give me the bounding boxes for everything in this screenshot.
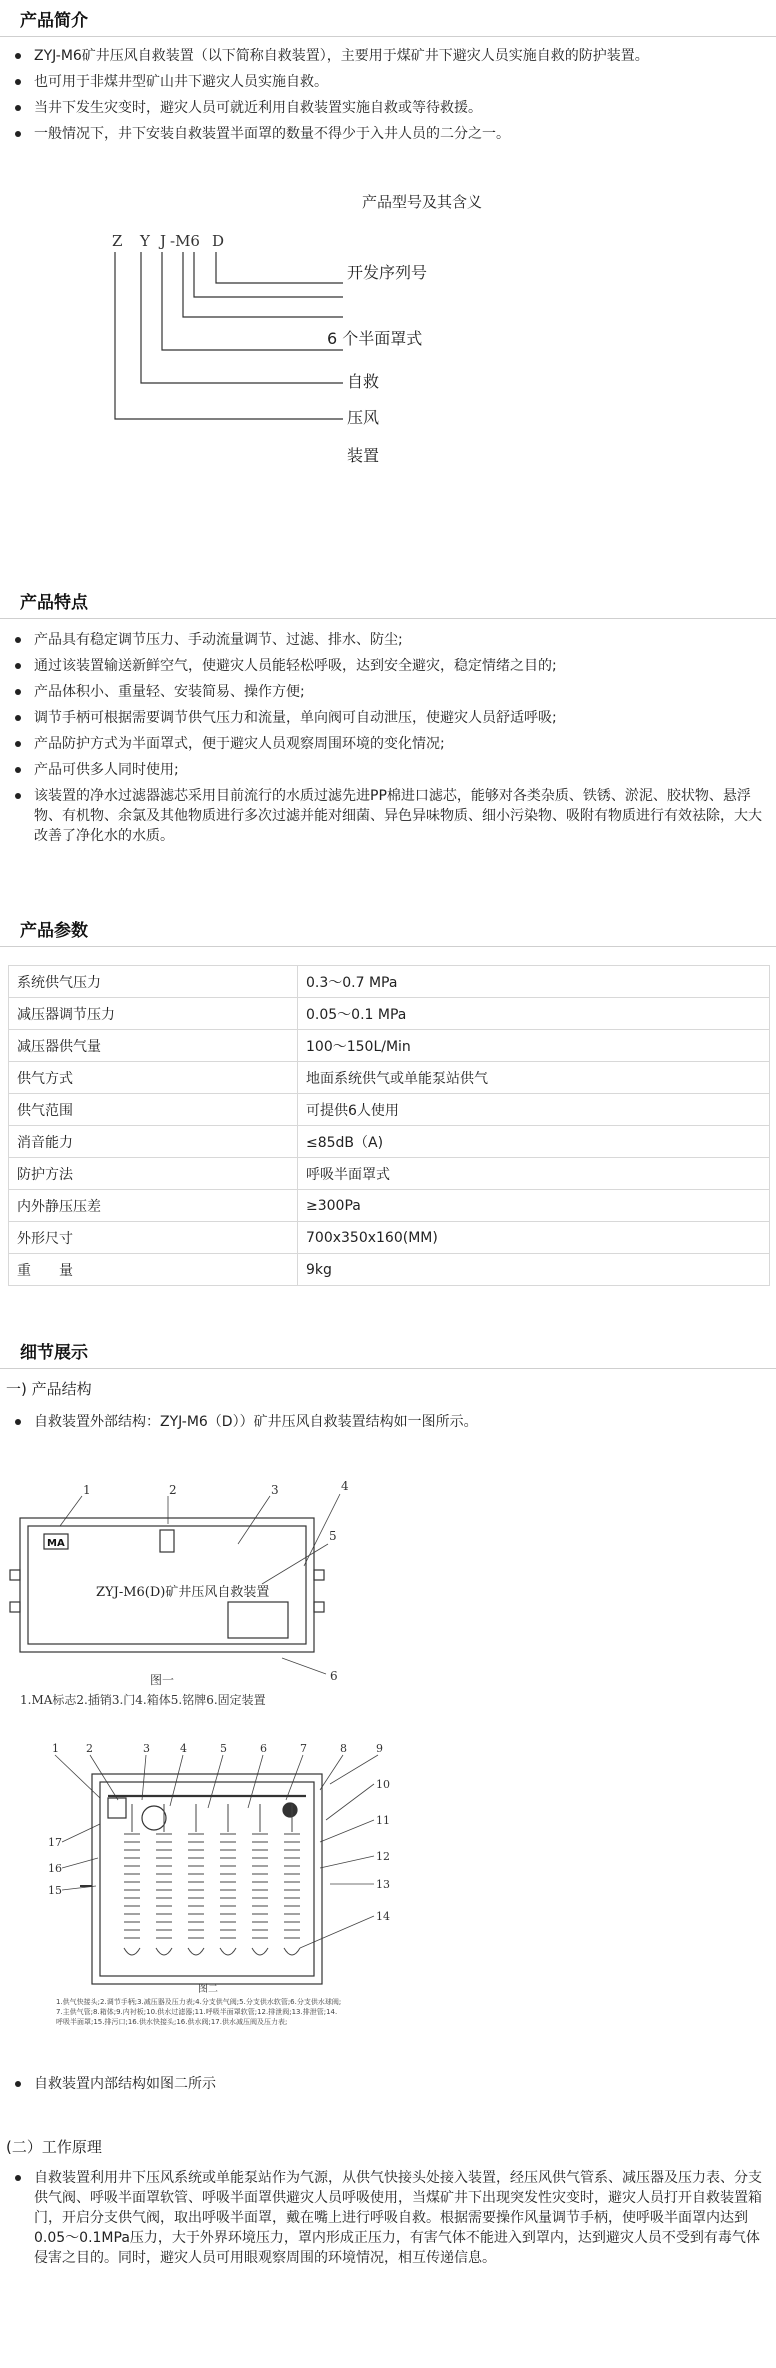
connector-line-m6-b: [183, 252, 343, 317]
fig2-caption-line: 1.供气快接头;2.调节手柄;3.减压器及压力表;4.分支供气阀;5.分支供水软管;6.分支供水球阀;: [56, 1998, 342, 2006]
table-row: [9, 966, 770, 998]
fig1-box-title: ZYJ-M6(D)矿井压风自救装置: [96, 1585, 270, 1600]
fig2-number-17: 17: [48, 1836, 62, 1849]
fig2-number-8: 8: [340, 1742, 347, 1755]
fig1-number-4: 4: [341, 1479, 349, 1493]
connector-line-z: [115, 252, 343, 419]
fig2-number-14: 14: [376, 1910, 390, 1923]
fig2-masks: [124, 1804, 300, 1955]
param-value: 可提供6人使用: [298, 1094, 770, 1126]
param-key: 减压器调节压力: [9, 998, 298, 1030]
fig2-leader-line: [320, 1755, 343, 1790]
fig2-leader-line: [142, 1755, 146, 1800]
table-row: [9, 1158, 770, 1190]
connector-line-d: [216, 252, 343, 283]
fig1-leader-line: [282, 1658, 326, 1674]
sub-heading-principle: (二）工作原理: [6, 2138, 102, 2156]
param-key: 内外静压压差: [9, 1190, 298, 1222]
features-list: [0, 630, 766, 846]
fig1-caption: 1.MA标志2.插销3.门4.箱体5.铭牌6.固定装置: [20, 1693, 266, 1707]
fig1-mount: [314, 1602, 324, 1612]
fig2-number-16: 16: [48, 1862, 62, 1875]
table-row: [9, 1126, 770, 1158]
param-value: 9kg: [298, 1254, 770, 1286]
param-value: 0.05～0.1 MPa: [298, 998, 770, 1030]
param-value: 700x350x160(MM): [298, 1222, 770, 1254]
param-value: 呼吸半面罩式: [298, 1158, 770, 1190]
fig2-number-4: 4: [180, 1742, 187, 1755]
section-details-header: [0, 1338, 776, 1369]
label-series: 开发序列号: [347, 263, 428, 282]
list-item: 自救装置内部结构如图二所示: [0, 2074, 760, 2094]
table-row: [9, 1030, 770, 1062]
list-item: 通过该装置输送新鲜空气，使避灾人员能轻松呼吸，达到安全避灾，稳定情绪之目的;: [0, 656, 766, 676]
model-code-diagram: [0, 180, 776, 550]
list-item: 产品体积小、重量轻、安装简易、操作方便;: [0, 682, 766, 702]
fig1-ma-label: MA: [47, 1538, 65, 1549]
list-item: 产品防护方式为半面罩式，便于避灾人员观察周围环境的变化情况;: [0, 734, 766, 754]
param-key: 重 量: [9, 1254, 298, 1286]
intro-list: [0, 46, 760, 144]
fig2-number-12: 12: [376, 1850, 390, 1863]
fig2-leader-line: [326, 1784, 374, 1820]
fig2-leader-line: [62, 1824, 100, 1842]
fig2-hose: [252, 1804, 268, 1955]
fig2-leader-line: [286, 1755, 303, 1800]
fig2-hose: [124, 1804, 140, 1955]
fig2-caption-title: 图二: [198, 1984, 218, 1995]
fig2-quick-connector: [108, 1798, 126, 1818]
fig2-leader-line: [320, 1820, 374, 1842]
param-key: 供气方式: [9, 1062, 298, 1094]
principle-list: [0, 2168, 766, 2268]
fig2-number-7: 7: [300, 1742, 307, 1755]
fig2-number-3: 3: [143, 1742, 150, 1755]
param-key: 外形尺寸: [9, 1222, 298, 1254]
fig2-number-1: 1: [52, 1742, 59, 1755]
label-device: 装置: [347, 446, 380, 465]
code-char-m6: -M6: [170, 232, 200, 250]
section-params-title: 产品参数: [20, 921, 88, 941]
fig2-filter: [283, 1803, 297, 1817]
table-row: [9, 1094, 770, 1126]
sub-heading-structure: 一) 产品结构: [6, 1380, 92, 1398]
fig2-pressure-gauge: [142, 1806, 166, 1830]
fig1-number-1: 1: [83, 1483, 91, 1497]
table-row: [9, 1254, 770, 1286]
table-row: [9, 1062, 770, 1094]
fig2-leader-line: [170, 1755, 183, 1806]
fig2-number-11: 11: [376, 1814, 390, 1827]
label-half-mask: 6 个半面罩式: [327, 329, 423, 348]
list-item: 调节手柄可根据需要调节供气压力和流量，单向阀可自动泄压，使避灾人员舒适呼吸;: [0, 708, 766, 728]
connector-line-j: [162, 252, 343, 350]
fig1-mount: [10, 1602, 20, 1612]
list-item: 当井下发生灾变时，避灾人员可就近利用自救装置实施自救或等待救援。: [0, 98, 760, 118]
fig2-leader-line: [320, 1856, 374, 1868]
fig1-number-6: 6: [330, 1669, 338, 1683]
fig2-number-9: 9: [376, 1742, 383, 1755]
model-diagram-title: 产品型号及其含义: [362, 193, 483, 211]
fig1-latch: [160, 1530, 174, 1552]
list-item: 产品可供多人同时使用;: [0, 760, 766, 780]
list-item: 自救装置外部结构：ZYJ-M6（D））矿井压风自救装置结构如一图所示。: [0, 1412, 760, 1432]
fig1-leader-line: [262, 1544, 328, 1584]
structure-list-2: [0, 2074, 760, 2094]
label-self-rescue: 自救: [347, 372, 380, 391]
fig1-leader-line: [238, 1496, 270, 1544]
section-features-header: [0, 588, 776, 619]
params-table: [8, 965, 770, 1286]
param-value: 100～150L/Min: [298, 1030, 770, 1062]
param-value: 地面系统供气或单能泵站供气: [298, 1062, 770, 1094]
fig2-hose: [156, 1804, 172, 1955]
code-char-z: Z: [112, 232, 123, 250]
fig2-number-10: 10: [376, 1778, 390, 1791]
section-features-title: 产品特点: [20, 593, 88, 613]
fig2-number-15: 15: [48, 1884, 62, 1897]
param-key: 消音能力: [9, 1126, 298, 1158]
fig2-leader-line: [90, 1755, 118, 1800]
fig1-mount: [10, 1570, 20, 1580]
table-row: [9, 1190, 770, 1222]
fig2-hose: [220, 1804, 236, 1955]
section-details-title: 细节展示: [20, 1343, 88, 1363]
list-item: 自救装置利用井下压风系统或单能泵站作为气源，从供气快接头处接入装置，经压风供气管系、减压器及压力表、分支供气阀、呼吸半面罩软管、呼吸半面罩供避灾人员呼吸使用，当煤矿井下出现突发性灾变时，避灾人员打开自救装置箱门，开启分支供气阀，取出呼吸半面罩，戴在嘴上进行呼吸自救。根据需要操作风量调节手柄，使呼吸半面罩内达到0.05～0.1MPa压力，大于外界环境压力，罩内形成正压力，有害气体不能进入到罩内，达到避灾人员不受到有毒气体侵害之目的。同时，避灾人员可用眼观察周围的环境情况，相互传递信息。: [0, 2168, 766, 2268]
section-params-header: [0, 916, 776, 947]
param-key: 防护方法: [9, 1158, 298, 1190]
fig1-number-5: 5: [329, 1529, 337, 1543]
list-item: 一般情况下，井下安装自救装置半面罩的数量不得少于入井人员的二分之一。: [0, 124, 760, 144]
list-item: 也可用于非煤井型矿山井下避灾人员实施自救。: [0, 72, 760, 92]
list-item: 该装置的净水过滤器滤芯采用目前流行的水质过滤先进PP棉进口滤芯，能够对各类杂质、铁锈、淤泥、胶状物、悬浮物、有机物、余氯及其他物质进行多次过滤并能对细菌、异色异味物质、细小污染物、吸附有物质进行有效祛除，大大改善了净化水的水质。: [0, 786, 766, 846]
fig1-nameplate: [228, 1602, 288, 1638]
param-value: ≤85dB（A): [298, 1126, 770, 1158]
table-row: [9, 998, 770, 1030]
code-char-d: D: [212, 232, 225, 250]
code-char-j: J: [160, 232, 167, 250]
fig2-caption-line: 呼吸半面罩;15.排污口;16.供水快接头;16.供水阀;17.供水减压阀及压力表;: [56, 2018, 288, 2026]
figure-external-structure: [0, 1474, 776, 1736]
fig2-caption-line: 7.主供气管;8.箱体;9.内衬板;10.供水过滤器;11.呼吸半面罩软管;12.排泄阀;13.排泄管;14.: [56, 2008, 338, 2016]
list-item: ZYJ-M6矿井压风自救装置（以下简称自救装置），主要用于煤矿井下避灾人员实施自救的防护装置。: [0, 46, 760, 66]
fig2-hose: [284, 1804, 300, 1955]
section-intro-header: [0, 6, 776, 37]
fig1-caption-title: 图一: [150, 1673, 175, 1687]
code-char-y: Y: [140, 232, 150, 250]
param-key: 供气范围: [9, 1094, 298, 1126]
fig1-mount: [314, 1570, 324, 1580]
fig1-number-2: 2: [169, 1483, 177, 1497]
list-item: 产品具有稳定调节压力、手动流量调节、过滤、排水、防尘;: [0, 630, 766, 650]
fig2-number-5: 5: [220, 1742, 227, 1755]
figure-internal-structure: [0, 1738, 776, 2028]
param-value: 0.3～0.7 MPa: [298, 966, 770, 998]
param-value: ≥300Pa: [298, 1190, 770, 1222]
table-row: [9, 1222, 770, 1254]
fig2-hose: [188, 1804, 204, 1955]
fig1-number-3: 3: [271, 1483, 279, 1497]
fig2-leader-line: [300, 1916, 374, 1948]
fig2-number-2: 2: [86, 1742, 93, 1755]
section-intro-title: 产品简介: [20, 11, 88, 31]
label-compressed-air: 压风: [347, 408, 380, 427]
param-key: 减压器供气量: [9, 1030, 298, 1062]
param-key: 系统供气压力: [9, 966, 298, 998]
fig2-leader-line: [55, 1755, 100, 1798]
structure-list: [0, 1412, 760, 1432]
fig2-number-13: 13: [376, 1878, 390, 1891]
fig1-leader-line: [60, 1496, 82, 1526]
fig2-leader-line: [330, 1755, 378, 1784]
fig2-number-6: 6: [260, 1742, 267, 1755]
